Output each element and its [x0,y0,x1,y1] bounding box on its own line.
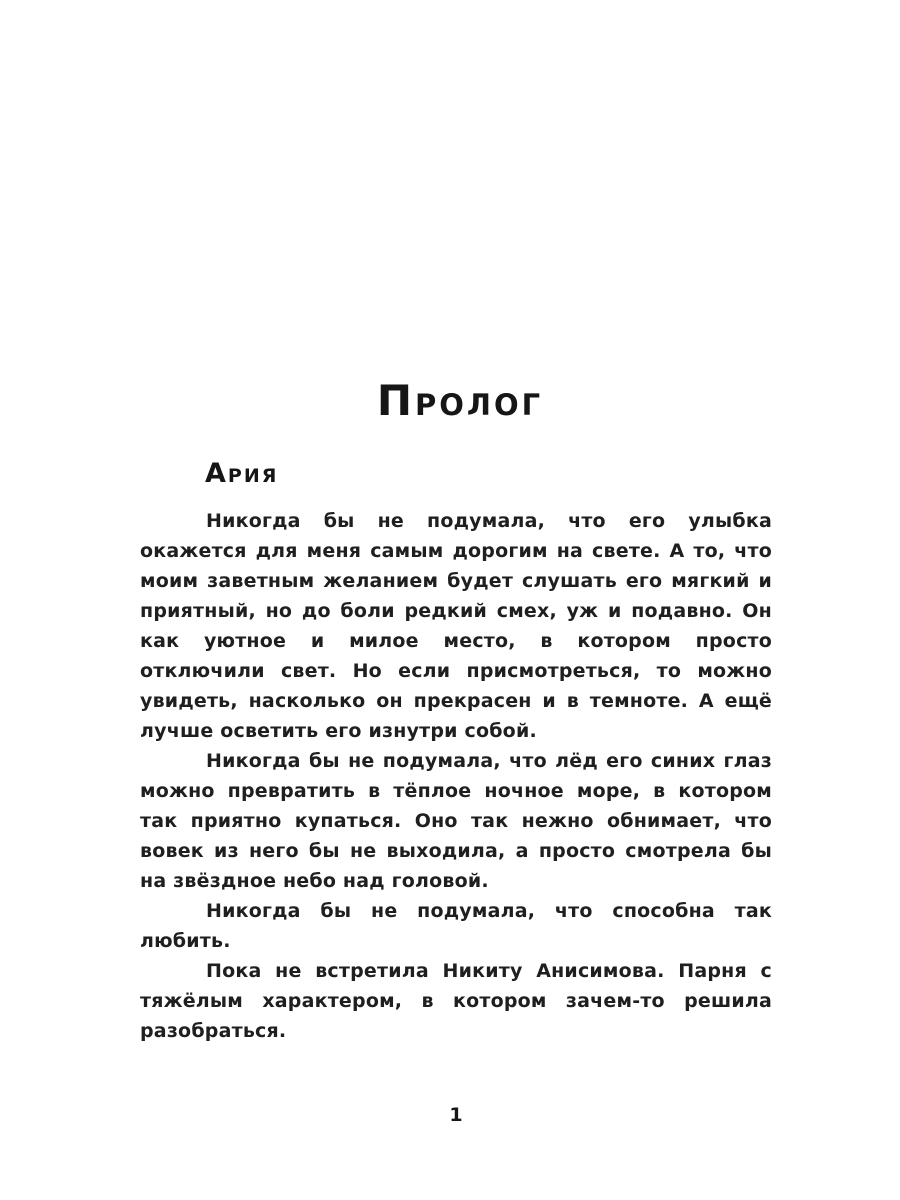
body-text [140,506,772,1046]
section-heading: Ария [205,458,279,490]
page-number: 1 [449,1104,463,1126]
paragraph: Никогда бы не подумала, что его улыбка окажется для меня самым дорогим на свете. А то, что моим заветным желанием будет слушать его мягкий и приятный, но до боли редкий смех, уж и подавно. Он как уютное и милое место, в котором просто отключили свет. Но если присмотреться, то можно увидеть, насколько он прекрасен и в темноте. А ещё лучше осветить его изнутри собой. [140,510,772,742]
chapter-title: Пролог [376,376,544,426]
paragraph: Никогда бы не подумала, что способна так любить. [140,900,772,952]
paragraph: Никогда бы не подумала, что лёд его синих глаз можно превратить в тёплое ночное море, в котором так приятно купаться. Оно так нежно обнимает, что вовек из него бы не выходила, а просто смотрела бы на звёздное небо над головой. [140,750,772,892]
paragraph: Пока не встретила Никиту Анисимова. Парня с тяжёлым характером, в котором зачем-то решила разобраться. [140,960,772,1042]
